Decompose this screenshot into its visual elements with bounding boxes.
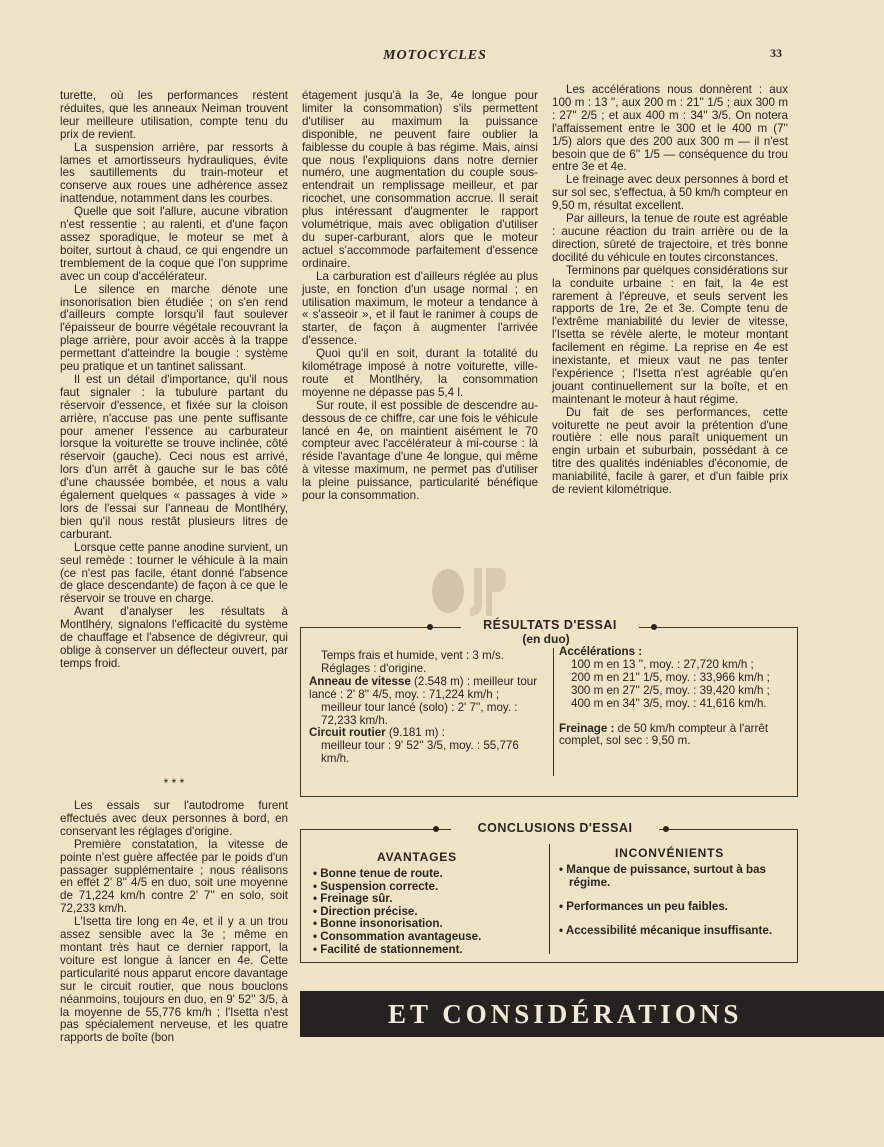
list-item: • Accessibilité mécanique insuffisante.: [559, 925, 791, 938]
ring-solo-result: meilleur tour lancé (solo) : 2' 7'', moy. : 72,233 km/h.: [321, 700, 518, 727]
paragraph: L'Isetta tire long en 4e, et il y a un trou assez sensible avec la 3e ; même en montant très haut ce dernier rapport, la voiture est longue à lancer en 4e. Cette particularité nous apparut encore davantage sur le circuit routier, que nous bouclons néanmoins, toujours en duo, en 9' 52'' 3/5, à la moyenne de 55,776 km/h ; l'Isetta n'est pas spécialement nerveuse, et les quatre rapports de boîte (bon: [60, 915, 288, 1045]
list-item: • Bonne tenue de route.: [313, 868, 543, 881]
weather-line: Temps frais et humide, vent : 3 m/s.: [321, 649, 504, 662]
article-column-2: [302, 90, 538, 503]
circuit-lap-result: meilleur tour : 9' 52'' 3/5, moy. : 55,776 km/h.: [321, 739, 519, 766]
accel-row: 400 m en 34'' 3/5, moy. : 41,616 km/h.: [571, 696, 767, 710]
paragraph: Quoi qu'il en soit, durant la totalité du kilométrage imposé à notre voiturette, ville-route et Montlhéry, la consommation moyenne ne dépasse pas 5,4 l.: [302, 347, 538, 399]
paragraph: Terminons par quelques considérations sur la conduite urbaine : en fait, la 4e est rarement à l'épreuve, et seuls servent les rapports de 1re, 2e et 3e. Compte tenu de l'extrême maniabilité du levier de vitesse, l'Isetta se révèle alerte, le moteur montant facilement en régime. La reprise en 4e est inexistante, et mieux vaut ne pas tenter l'expérience ; l'Isetta n'est agréable qu'en jouant continuellement sur la boîte, et en maintenant le moteur à haut régime.: [552, 263, 788, 406]
brake-result: [559, 723, 791, 749]
list-item: • Performances un peu faibles.: [559, 901, 791, 914]
accel-row: 100 m en 13 '', moy. : 27,720 km/h ;: [571, 657, 754, 671]
accel-row: 200 m en 21'' 1/5, moy. : 33,966 km/h ;: [571, 670, 770, 684]
paragraph: Du fait de ses performances, cette voiturette ne peut avoir la prétention d'une routière : elle nous paraît uniquement un engin urbain et suburbain, possédant à ce titre des qualités indéniables d'économie, de maniabilité, facile à garer, et d'un faible prix de revient kilométrique.: [552, 405, 788, 497]
paragraph: Quelle que soit l'allure, aucune vibration n'est ressentie ; au ralenti, et d'une façon assez sporadique, le moteur se met à boiter, surtout à chaud, ce qui engendre un tremblement de la coque que l'on supprime avec un coup d'accélérateur.: [60, 205, 288, 283]
results-subtitle: (en duo): [522, 632, 570, 646]
ring-label: Anneau de vitesse: [309, 674, 411, 688]
conclusions-divider: [549, 844, 550, 954]
paragraph: Il est un détail d'importance, qu'il nous faut signaler : la tubulure partant du réservoir d'essence, et fixée sur la cloison arrière, n'accuse pas une pente suffisante pour amener l'essence au carburateur lorsque la voiturette se trouve inclinée, côté réservoir (gauche). Ceci nous est arrivé, lors d'un arrêt à gauche sur le bas côté d'une chaussée bombée, et nous a valu également quelques « passages à vide » lors de l'essai sur l'anneau de Montlhéry, bien qu'il nous restât plusieurs litres de carburant.: [60, 372, 288, 541]
article-column-1: [60, 90, 288, 671]
circuit-label: Circuit routier: [309, 726, 386, 740]
results-title: RÉSULTATS D'ESSAI: [461, 618, 639, 632]
advantages-list: [313, 868, 543, 956]
article-column-1-continued: [60, 778, 288, 1045]
paragraph: Les essais sur l'autodrome furent effectués avec deux personnes à bord, en conservant les réglages d'origine.: [60, 799, 288, 838]
paragraph: Première constatation, la vitesse de pointe n'est guère affectée par le poids d'un passager supplémentaire ; nous réalisons en effet 2' 8'' 4/5 en duo, soit une moyenne de 71,224 km/h contre 2' 7'' en solo, soit 72,233 km/h.: [60, 837, 288, 916]
accel-label: Accélérations :: [559, 645, 643, 658]
paragraph: Le freinage avec deux personnes à bord et sur sol sec, s'effectua, à 50 km/h compteur en 9,50 m, résultat excellent.: [552, 173, 788, 213]
settings-line: Réglages : d'origine.: [321, 661, 427, 675]
bullet-dot-icon: [433, 826, 439, 832]
paragraph: Le silence en marche dénote une insonorisation bien étudiée ; on s'en rend d'ailleurs compte lorsqu'il faut soulever l'épaisseur de bourre végétale recouvrant la plage arrière, pour avoir accès à la trappe permettant d'atteindre la bougie : système peu pratique et un tantinet salissant.: [60, 282, 288, 374]
section-separator-stars: * * *: [163, 776, 185, 790]
bullet-dot-icon: [651, 624, 657, 630]
list-item: • Suspension correcte.: [313, 881, 543, 894]
list-item: • Bonne insonorisation.: [313, 918, 543, 931]
paragraph: La carburation est d'ailleurs réglée au plus juste, en fonction d'un usage normal ; en utilisation maximum, le moteur a tendance à « s'asseoir », et il faut le ranimer à coups de starter, de façon à augmenter l'arrivée d'essence.: [302, 269, 538, 348]
paragraph: Sur route, il est possible de descendre au-dessous de ce chiffre, car une fois le véhicule lancé en 4e, on maintient aisément le 70 compteur avec l'accélérateur à mi-course : là réside l'avantage d'une 4e longue, qui même à vitesse maximum, ne permet pas d'utiliser la pleine puissance, particularité bénéfique pour la consommation.: [302, 398, 538, 503]
brake-label: Freinage :: [559, 721, 615, 735]
ring-result: [309, 676, 547, 702]
circuit-text: (9.181 m) :: [385, 726, 445, 740]
ring-text: (2.548 m) : meilleur tour lancé : 2' 8'' 4/5, moy. : 71,224 km/h ;: [309, 674, 538, 701]
list-item: • Direction précise.: [313, 906, 543, 919]
bullet-dot-icon: [427, 624, 433, 630]
paragraph: Les accélérations nous donnèrent : aux 100 m : 13 '', aux 200 m : 21'' 1/5 ; aux 300 m : 27'' 2/5 ; et aux 400 m : 34'' 3/5. On notera l'affaissement entre le 300 et le 400 m (7'' 1/5) alors que des 200 aux 300 m — il n'est besoin que de 6'' 1/5 — conséquence du trou entre 3e et 4e.: [552, 83, 788, 174]
paragraph: étagement jusqu'à la 3e, 4e longue pour limiter la consommation) s'ils permettent d'utiliser au maximum la puissance disponible, ne peuvent faire oublier la faiblesse du couple à bas régime. Mais, ainsi que nous l'expliquions dans notre dernier numéro, une augmentation du couple sous-entendrait un remplissage meilleur, et par ricochet, une consommation accrue. Il serait plus intéressant d'augmenter le rapport volumétrique, mais avec obligation d'utiliser du super-carburant, alors que le moteur actuel s'accommode parfaitement d'essence ordinaire.: [302, 89, 538, 270]
drawbacks-list: [559, 864, 791, 949]
article-column-3: [552, 84, 788, 497]
list-item: • Facilité de stationnement.: [313, 944, 543, 957]
results-right-column: [559, 646, 791, 748]
banner-text: ET CONSIDÉRATIONS: [388, 999, 743, 1029]
paragraph: turette, où les performances restent réduites, que les anneaux Neiman trouvent leur meilleure utilisation, compte tenu du prix de revient.: [60, 89, 288, 141]
list-item: • Freinage sûr.: [313, 893, 543, 906]
list-item: • Manque de puissance, surtout à bas régime.: [559, 864, 791, 890]
drawbacks-heading: INCONVÉNIENTS: [615, 846, 725, 860]
paragraph: La suspension arrière, par ressorts à lames et amortisseurs hydrauliques, évite les sautillements du train-moteur et conserve aux roues une adhérence assez inattendue, notamment dans les courbes.: [60, 140, 288, 206]
bullet-dot-icon: [663, 826, 669, 832]
advantages-heading: AVANTAGES: [377, 850, 457, 864]
accel-row: 300 m en 27'' 2/5, moy. : 39,420 km/h ;: [571, 683, 770, 697]
paragraph: Lorsque cette panne anodine survient, un seul remède : tourner le véhicule à la main (ce n'est pas facile, étant donné l'absence de glace descendante) de façon à ce que le réservoir se trouve en charge.: [60, 540, 288, 606]
results-left-column: [309, 650, 547, 766]
brake-text: de 50 km/h compteur à l'arrêt complet, sol sec : 9,50 m.: [559, 721, 769, 748]
list-item: • Consommation avantageuse.: [313, 931, 543, 944]
watermark-stamp-icon: [426, 556, 506, 626]
paragraph: Par ailleurs, la tenue de route est agréable : aucune réaction du train arrière ou de la direction, sûreté de trajectoire, et très bonne docilité du véhicule en toutes circonstances.: [552, 212, 788, 264]
page-number: 33: [770, 46, 782, 60]
results-divider: [553, 648, 554, 776]
conclusions-box: [300, 821, 798, 963]
paragraph: Avant d'analyser les résultats à Montlhéry, signalons l'efficacité du système de chauffage et l'absence de dégivreur, qui oblige à conserver un déflecteur ouvert, par temps froid.: [60, 605, 288, 670]
headline-banner: [300, 991, 884, 1037]
magazine-title: MOTOCYCLES: [383, 48, 487, 63]
conclusions-title: CONCLUSIONS D'ESSAI: [451, 821, 659, 835]
test-results-box: [300, 618, 798, 797]
